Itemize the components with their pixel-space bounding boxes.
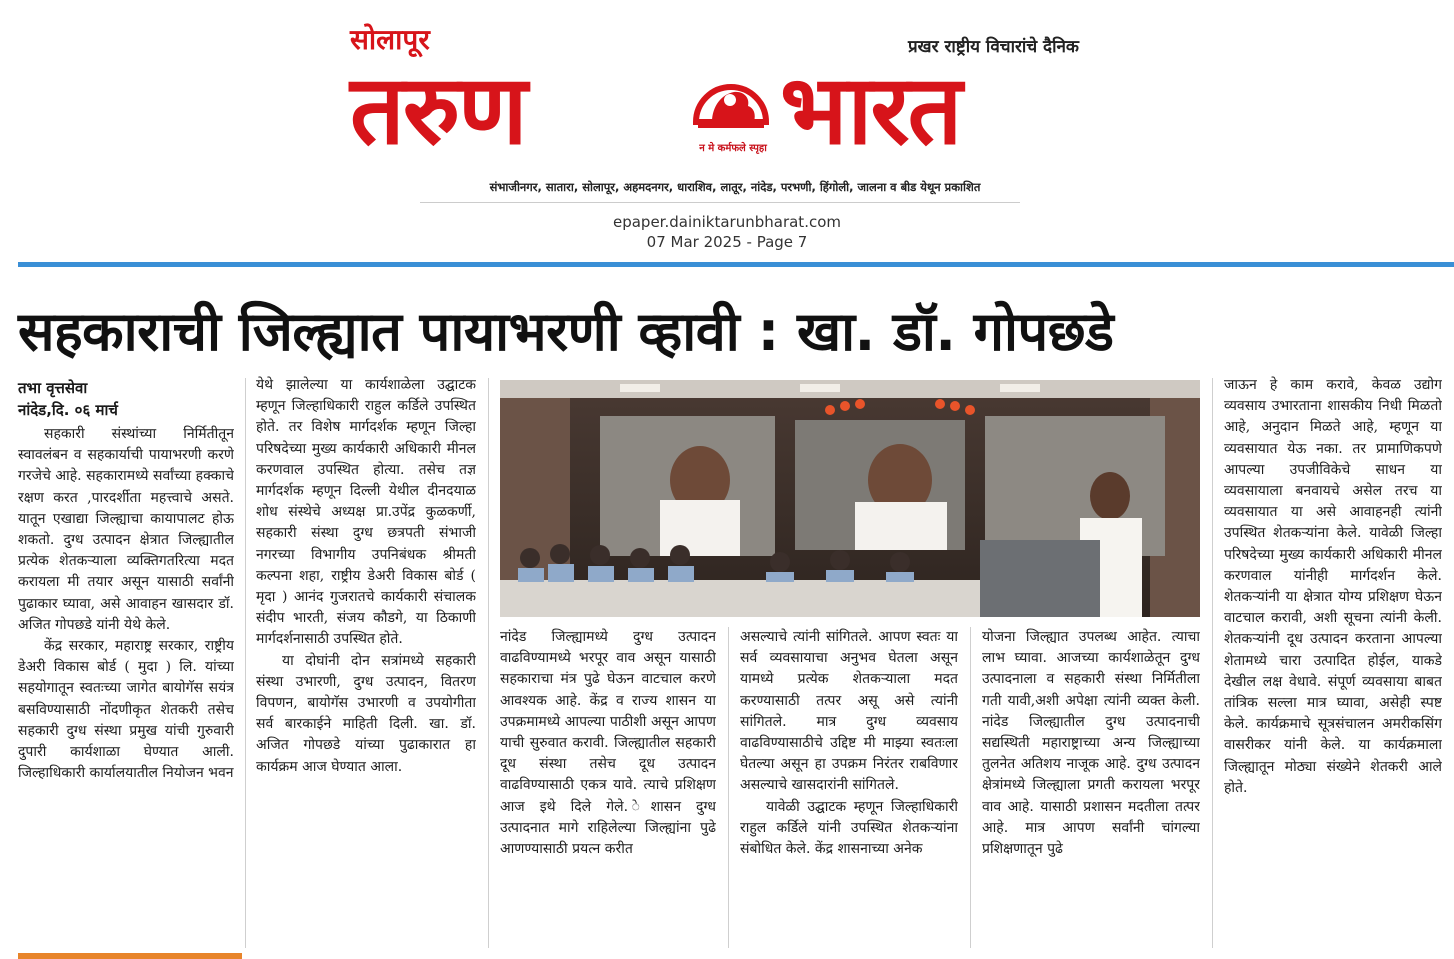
- article-column-3: [500, 627, 716, 948]
- paragraph: येथे झालेल्या या कार्यशाळेला उद्घाटक म्हणून जिल्हाधिकारी राहुल कर्डिले उपस्थित होते. तर विशेष मार्गदर्शक म्हणून जिल्हा परिषदेच्या मुख्य कार्यकारी अधिकारी मीनल करणवाल उपस्थित होत्या. तसेच तज्ञ मार्गदर्शक म्हणून दिल्ली येथील दीनदयाळ शोध संस्थेचे अध्यक्ष प्रा.उपेंद्र कुळकर्णी, सहकारी संस्था दुग्ध छत्रपती संभाजी नगरच्या विभागीय उपनिबंधक श्रीमती कल्पना शहा, राष्ट्रीय डेअरी विकास बोर्ड ( मृदा ) आनंद गुजरातचे कार्यकारी संचालक संदीप भारती, संजय कौडगे, या ठिकाणी मार्गदर्शनासाठी उपस्थित होते.: [256, 377, 476, 648]
- paragraph: या दोघांनी दोन सत्रांमध्ये सहकारी संस्था उभारणी, दुग्ध उत्पादन, वितरण विपणन, बायोगॅस उभारणी व उपयोगीता सर्व बारकाईने माहिती दिली. खा. डॉ. अजित गोपछडे यांच्या पुढाकारात हा कार्यक्रम आज घेण्यात आला.: [256, 652, 476, 775]
- conference-photo-icon: [500, 380, 1200, 617]
- masthead-tagline: प्रखर राष्ट्रीय विचारांचे दैनिक: [908, 37, 1079, 57]
- paragraph: सहकारी संस्थांच्या निर्मितीतून स्वावलंबन व सहकार्याची पायाभरणी करणे गरजेचे आहे. सहकारामध्ये सर्वांच्या हक्काचे रक्षण करत ,पारदर्शीता महत्त्वाचे असते. यातून एखाद्या जिल्ह्याचा कायापालट होऊ शकतो. दुग्ध उत्पादन क्षेत्रात जिल्ह्यातील प्रत्येक शेतकऱ्याला व्यक्तिगतरित्या मदत करायला मी तयार असून यासाठी सर्वांनी पुढाकार घ्यावा, असे आवाहन खासदार डॉ. अजित गोपछडे यांनी येथे केले.: [18, 426, 234, 633]
- conference-photo: [500, 380, 1200, 617]
- byline-agency: तभा वृत्तसेवा: [18, 379, 88, 397]
- epaper-date-page: 07 Mar 2025 - Page 7: [646, 233, 808, 251]
- column-divider: [970, 627, 971, 948]
- article-column-5: [982, 627, 1200, 948]
- paragraph: यावेळी उद्घाटक म्हणून जिल्हाधिकारी राहुल कर्डिले यांनी उपस्थित शेतकऱ्यांना संबोधित केले. केंद्र शासनाच्या अनेक: [740, 798, 958, 858]
- paragraph: जाऊन हे काम करावे, केवळ उद्योग व्यवसाय उभारताना शासकीय निधी मिळतो आहे, अनुदान मिळते आहे, म्हणून या व्यवसायात येऊ नका. तर प्रामाणिकपणे आपल्या उपजीविकेचे साधन या व्यवसायाला बनवायचे असेल तरच या व्यवसायात या असे आवाहनही त्यांनी उपस्थित शेतकऱ्यांना केले. यावेळी जिल्हा परिषदेच्या मुख्य कार्यकारी अधिकारी मीनल करणवाल यांनीही मार्गदर्शन केले. शेतकऱ्यांनी या क्षेत्रात योग्य प्रशिक्षण घेऊन वाटचाल करावी, अशी सूचना त्यांनी केली. शेतकऱ्यांनी दूध उत्पादन करताना आपल्या शेतामध्ये चारा उत्पादित होईल, याकडे देखील लक्ष वेधावे. संपूर्ण व्यवसाया बाबत तांत्रिक सल्ला मात्र घ्यावा, असेही स्पष्ट केले. कार्यक्रमाचे सूत्रसंचालन अमरीकसिंग वासरीकर यांनी केले. या कार्यक्रमाला जिल्ह्यातून मोठ्या संख्येने शेतकरी आले होते.: [1224, 377, 1442, 796]
- column-divider: [1212, 378, 1213, 948]
- column-divider: [245, 378, 246, 948]
- epaper-source: [500, 212, 954, 252]
- article-headline: सहकाराची जिल्ह्यात पायाभरणी व्हावी : खा. डॉ. गोपछडे: [18, 300, 1114, 363]
- masthead-city: सोलापूर: [350, 23, 430, 56]
- paragraph: नांदेड जिल्ह्यामध्ये दुग्ध उत्पादन वाढविण्यामध्ये भरपूर वाव असून यासाठी सहकाराचा मंत्र पुढे घेऊन वाटचाल करणे आवश्यक आहे. केंद्र व राज्य शासन या उपक्रमामध्ये आपल्या पाठीशी असून आपण याची सुरुवात करावी. जिल्ह्यातील सहकारी दूध संस्था तसेच दूध उत्पादन वाढविण्यासाठी एकत्र यावे. त्याचे प्रशिक्षण आज इथे दिले गेले. ेशासन दुग्ध उत्पादनात मागे राहिलेल्या जिल्ह्यांना पुढे आणण्यासाठी प्रयत्न करीत: [500, 629, 716, 858]
- masthead-brand-right: भारत: [780, 54, 961, 166]
- article-column-6: [1224, 375, 1442, 948]
- section-divider: [18, 262, 1454, 267]
- article-column-2: [256, 375, 476, 948]
- paragraph: असल्याचे त्यांनी सांगितले. आपण स्वतः या सर्व व्यवसायाचा अनुभव घेतला असून यामध्ये प्रत्येक शेतकऱ्याला मदत करण्यासाठी तत्पर असू असे त्यांनी सांगितले. मात्र दुग्ध व्यवसाय वाढविण्यासाठीचे उद्दिष्ट मी माझ्या स्वतःला घेतल्या असून हा उपक्रम निरंतर राबविणार असल्याचे खासदारांनी सांगितले.: [740, 629, 958, 794]
- masthead-editions: संभाजीनगर, सातारा, सोलापूर, अहमदनगर, धाराशिव, लातूर, नांदेड, परभणी, हिंगोली, जालना व बीड येथून प्रकाशित: [489, 180, 981, 194]
- article-column-1: [18, 424, 234, 948]
- article-column-4: [740, 627, 958, 948]
- paragraph: केंद्र सरकार, महाराष्ट्र सरकार, राष्ट्रीय डेअरी विकास बोर्ड ( मुदा ) लि. यांच्या सहयोगातून स्वतःच्या जागेत बायोगॅस सयंत्र बसविण्यासाठी नोंदणीकृत शेतकरी तसेच सहकारी दुग्ध संस्था प्रमुख यांची गुरुवारी दुपारी कार्यशाळा घेण्यात आली. जिल्हाधिकारी कार्यालयातील नियोजन भवन: [18, 638, 234, 782]
- paragraph: योजना जिल्ह्यात उपलब्ध आहेत. त्याचा लाभ घ्यावा. आजच्या कार्यशाळेतून दुग्ध उत्पादनाला व सहकारी संस्था निर्मितीला गती यावी,अशी अपेक्षा त्यांनी व्यक्त केली. नांदेड जिल्ह्यातील दुग्ध उत्पादनाची सद्यस्थिती महाराष्ट्राच्या अन्य जिल्ह्याच्या तुलनेत अतिशय नाजूक आहे. दुग्ध उत्पादन क्षेत्रांमध्ये जिल्ह्याला प्रगती करायला भरपूर वाव आहे. यासाठी प्रशासन मदतीला तत्पर आहे. मात्र आपण सर्वांनी चांगल्या प्रशिक्षणातून पुढे: [982, 629, 1200, 858]
- column-divider: [728, 627, 729, 948]
- masthead-divider: [420, 202, 1020, 203]
- bottom-accent-bar: [18, 953, 242, 959]
- masthead-motto: न मे कर्मफले स्पृहा: [699, 143, 767, 154]
- column-divider: [488, 378, 489, 948]
- masthead-brand-left: तरुण: [350, 54, 526, 166]
- epaper-url[interactable]: epaper.dainiktarunbharat.com: [612, 213, 841, 231]
- byline-dateline: नांदेड,दि. ०६ मार्च: [18, 401, 118, 419]
